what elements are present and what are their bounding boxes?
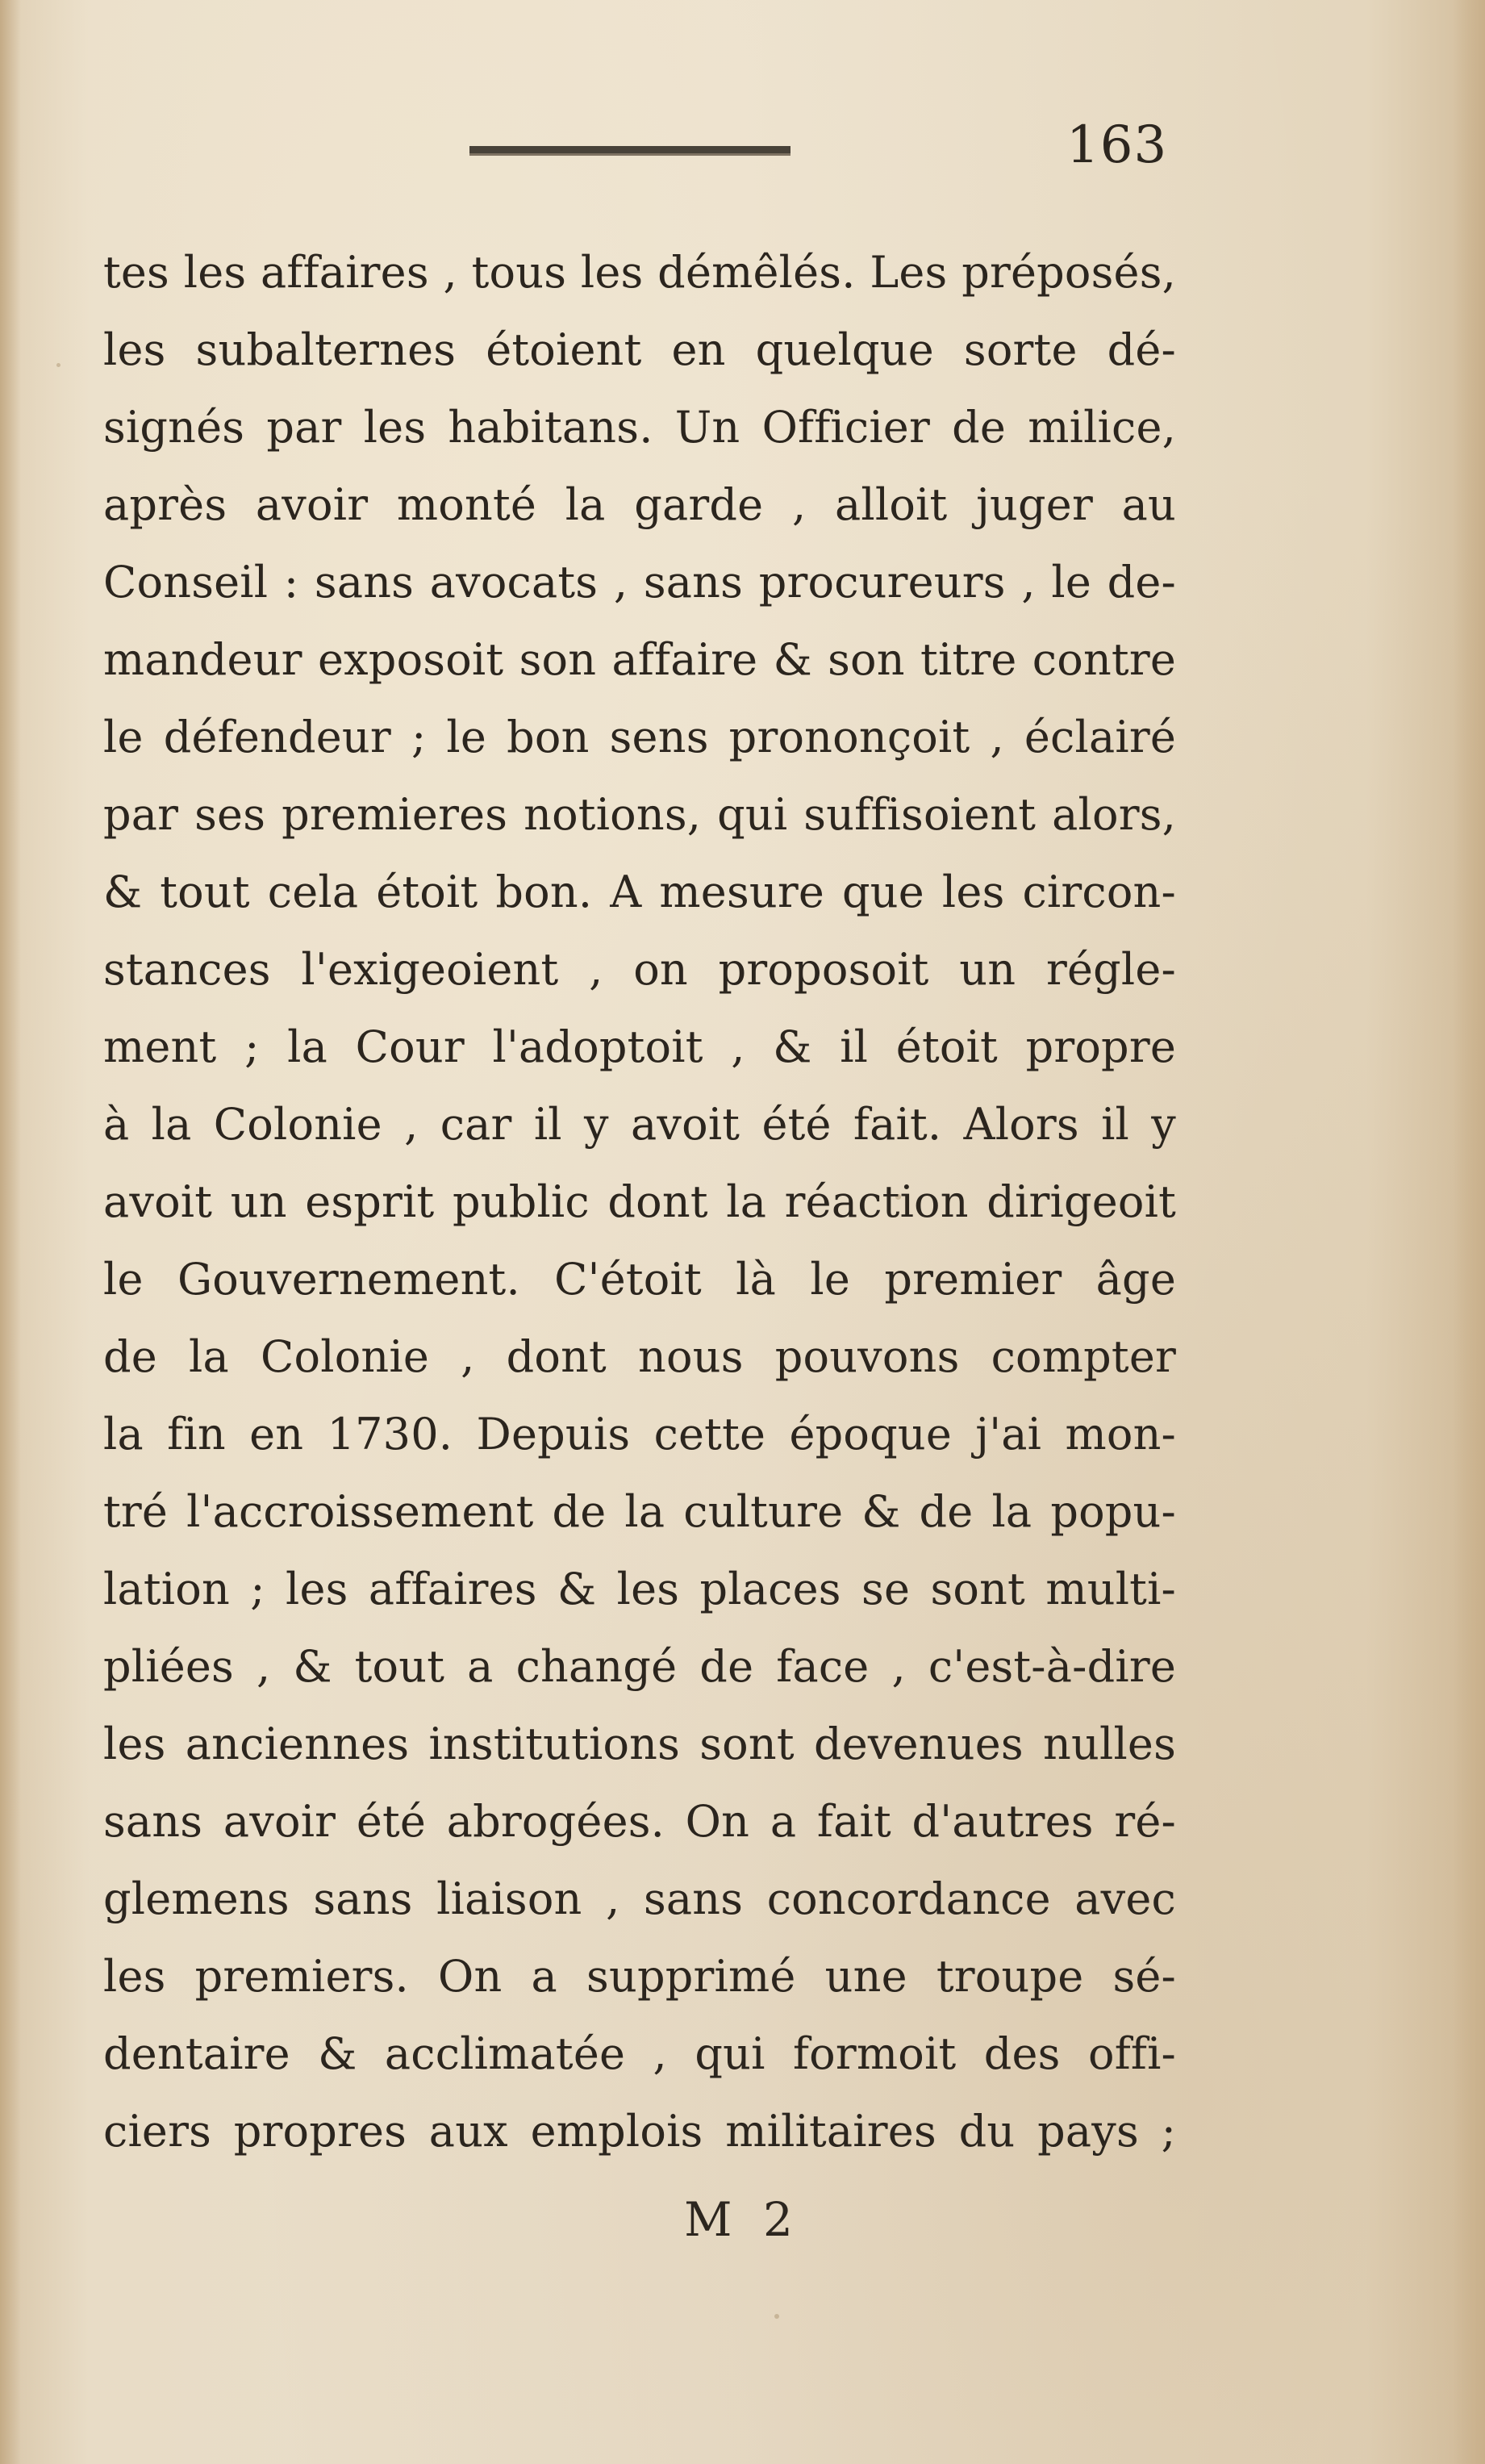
text-line: ciers propres aux emplois militaires du pays ; — [103, 2106, 1176, 2157]
text-line: le Gouvernement. C'étoit là le premier âge — [103, 1254, 1176, 1305]
text-line: tré l'accroissement de la culture & de la popu- — [103, 1486, 1176, 1537]
text-line: avoit un esprit public dont la réaction dirigeoit — [103, 1176, 1176, 1227]
text-line: Conseil : sans avocats , sans procureurs , le de- — [103, 557, 1176, 608]
text-line: après avoir monté la garde , alloit juger au — [103, 479, 1176, 530]
page-edge-shadow-left — [0, 0, 21, 2464]
header-rule — [469, 146, 790, 156]
text-line: ment ; la Cour l'adoptoit , & il étoit propre — [103, 1021, 1176, 1072]
text-line: de la Colonie , dont nous pouvons compter — [103, 1331, 1176, 1382]
text-line: à la Colonie , car il y avoit été fait. Alors il y — [103, 1099, 1176, 1150]
page-edge-shadow-right — [1453, 0, 1485, 2464]
text-line: la fin en 1730. Depuis cette époque j'ai mon- — [103, 1409, 1176, 1460]
paper-spot — [774, 2314, 779, 2319]
text-line: les premiers. On a supprimé une troupe sé- — [103, 1951, 1176, 2002]
paper-spot — [56, 363, 60, 367]
text-line: lation ; les affaires & les places se sont multi- — [103, 1564, 1176, 1614]
text-line: signés par les habitans. Un Officier de milice, — [103, 402, 1176, 453]
text-line: glemens sans liaison , sans concordance avec — [103, 1873, 1176, 1924]
text-line: par ses premieres notions, qui suffisoient alors, — [103, 789, 1176, 840]
text-line: le défendeur ; le bon sens prononçoit , éclairé — [103, 712, 1176, 762]
page-number: 163 — [1066, 115, 1168, 175]
signature-mark: M 2 — [684, 2192, 801, 2247]
text-line: tes les affaires , tous les démêlés. Les préposés, — [103, 247, 1176, 298]
text-line: dentaire & acclimatée , qui formoit des offi- — [103, 2028, 1176, 2079]
text-line: les anciennes institutions sont devenues nulles — [103, 1719, 1176, 1769]
text-line: les subalternes étoient en quelque sorte dé- — [103, 324, 1176, 375]
text-line: stances l'exigeoient , on proposoit un régle- — [103, 944, 1176, 995]
body-text — [103, 234, 1176, 2170]
text-line: sans avoir été abrogées. On a fait d'autres ré- — [103, 1796, 1176, 1847]
text-line: & tout cela étoit bon. A mesure que les circon- — [103, 867, 1176, 917]
text-line: mandeur exposoit son affaire & son titre contre — [103, 634, 1176, 685]
text-line: pliées , & tout a changé de face , c'est-à-dire — [103, 1641, 1176, 1692]
